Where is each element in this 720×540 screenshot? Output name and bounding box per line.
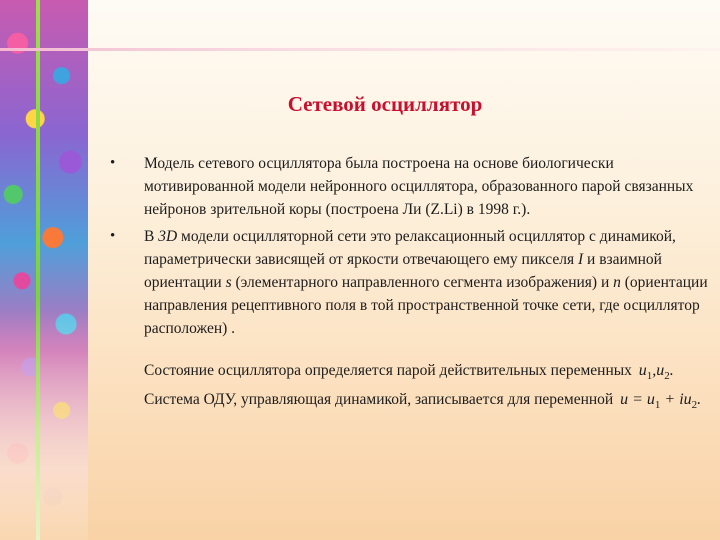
bullet-item-2 [108,225,708,340]
formula-u-equals: $u = u_1 + iu_2$. [620,391,702,412]
vertical-accent-line [36,0,40,540]
formula-u1-u2: $u_1,u_2$. [638,362,674,383]
bullet-list [108,152,708,344]
bullet-dot: • [110,155,116,171]
horizontal-accent-line [0,48,720,51]
bullet-1-text: Модель сетевого осциллятора была построена на основе биологически мотивированной модели нейронного осциллятора, образованного парой связанных нейронов зрительной коры (построена Ли (Z.Li) в 1998 г.). [144,155,694,218]
slide-title: Сетевой осциллятор [287,92,483,116]
bullet-item-1 [108,152,708,221]
decorative-side-strip [0,0,88,540]
state-paragraph: Состояние осциллятора определяется парой действительных переменных $u_1,u_2$. Система ОДУ, управляющая динамикой, записывается для переменной $u = u_1 + iu_2$. [144,362,702,412]
variable-n: n [613,274,621,291]
variable-s: s [225,274,232,291]
bullet-dot: • [110,228,116,244]
variable-I: I [577,251,584,268]
term-3d: 3D [158,228,178,245]
bullet-2-text: В 3D модели осцилляторной сети это релаксационный осциллятор с динамикой, параметрически зависящей от яркости отвечающего ему пикселя I и взаимной ориентации s (элементарного направленного сегмента изображения) и n (ориентации направления рецептивного поля в той пространственной точке сети, где осциллятор расположен) . [144,228,708,337]
